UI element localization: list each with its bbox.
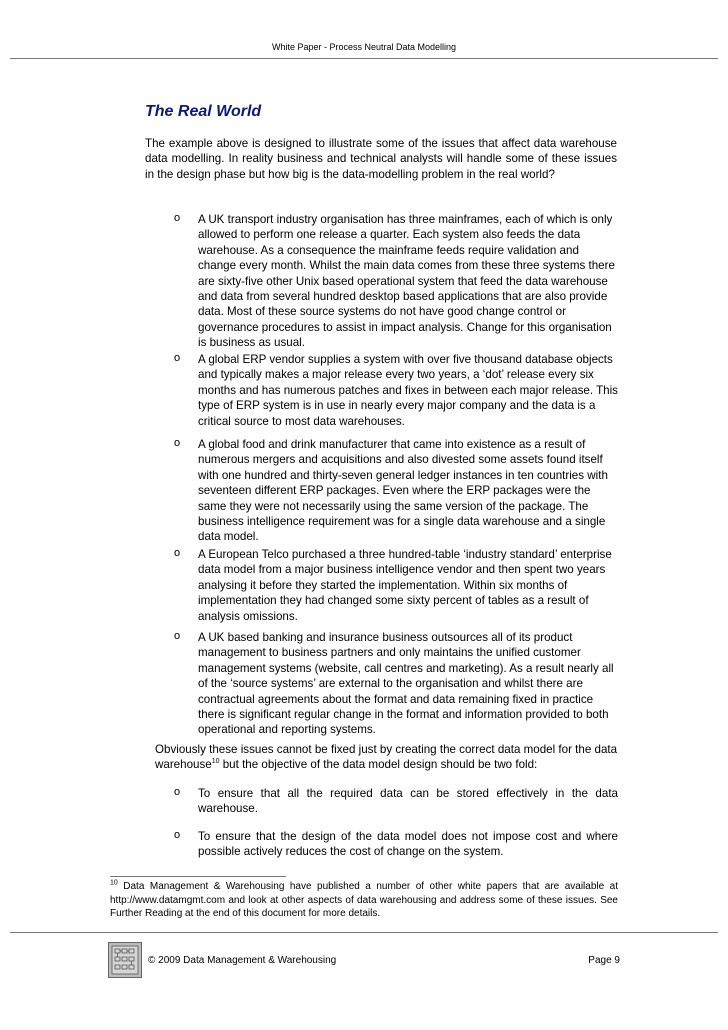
list-item-text: A global ERP vendor supplies a system with over five thousand database objects and typically makes a major release every two years, a ‘dot’ release every six months and has numerous patches and fixes in between each major release. This type of ERP system is in use in nearly every major company and the data is a critical source to most data warehouses. xyxy=(198,353,618,428)
intro-paragraph: The example above is designed to illustrate some of the issues that affect data warehouse data modelling. In reality business and technical analysts will handle some of these issues in the design phase but how big is the data-modelling problem in the real world? xyxy=(145,137,617,181)
footnote-ref[interactable]: 10 xyxy=(211,758,220,766)
conclusion-text-continued: but the objective of the data model design should be two fold: xyxy=(219,758,538,772)
footnote-divider xyxy=(110,876,286,877)
list-item-text: A UK based banking and insurance business outsources all of its product management to business partners and only maintains the unified customer management systems (website, call centres and marketing). As a result nearly all of the ‘source systems’ are external to the organisation and whilst there are contractual agreements about the format and data remaining fixed in practice there is significant regular change in the format and information provided to both operational and reporting systems. xyxy=(198,631,614,737)
page-number: Page 9 xyxy=(588,955,620,966)
bullet-marker: o xyxy=(174,786,181,798)
list-item-text: To ensure that the design of the data model does not impose cost and where possible actively reduces the cost of change on the system. xyxy=(198,830,618,859)
footer-divider xyxy=(10,932,718,933)
bullet-marker: o xyxy=(174,547,181,559)
conclusion-paragraph xyxy=(155,742,619,773)
list-item-text: A European Telco purchased a three hundred-table ‘industry standard’ enterprise data model from a major business intelligence vendor and then spent two years analysing it before they started the implementation. Within six months of implementation they had changed some sixty percent of tables as a result of analysis omissions. xyxy=(198,548,612,623)
list-item-text: To ensure that all the required data can be stored effectively in the data warehouse. xyxy=(198,787,618,816)
header-divider xyxy=(10,58,718,59)
bullet-marker: o xyxy=(174,630,181,642)
footnote xyxy=(110,880,618,921)
bullet-marker: o xyxy=(174,212,181,224)
bullet-marker: o xyxy=(174,352,181,364)
conclusion-text: Obviously these issues cannot be fixed just by creating the correct data model for the data warehouse xyxy=(155,743,618,772)
section-title: The Real World xyxy=(145,103,262,120)
bullet-marker: o xyxy=(174,437,181,449)
footnote-text: Data Management & Warehousing have published a number of other white papers that are available at http://www.datamgmt.com and look at other aspects of data warehousing and address some of these issues. See Further Reading at the end of this document for more details. xyxy=(110,881,618,920)
list-item-text: A UK transport industry organisation has three mainframes, each of which is only allowed to perform one release a quarter. Each system also feeds the data warehouse. As a consequence the mainframe feeds require validation and change every month. Whilst the main data comes from these three systems there are sixty-five other Unix based operational system that feed the data warehouse and data from several hundred desktop based applications that are also provide data. Most of these source systems do not have good change control or governance procedures to assist in impact analysis. Change for this organisation is business as usual. xyxy=(198,213,615,350)
page-header: White Paper - Process Neutral Data Modelling xyxy=(271,42,457,52)
footnote-number: 10 xyxy=(110,879,118,887)
company-logo-icon xyxy=(108,942,142,978)
list-item-text: A global food and drink manufacturer that came into existence as a result of numerous mergers and acquisitions and also divested some assets found itself with one hundred and thirty-seven general ledger instances in ten countries with seventeen different ERP packages. Even where the ERP packages were the same they were not necessarily using the same version of the package. The business intelligence requirement was for a single data warehouse and a single data model. xyxy=(198,438,608,544)
bullet-marker: o xyxy=(174,829,181,841)
footer-copyright: © 2009 Data Management & Warehousing xyxy=(148,955,337,966)
